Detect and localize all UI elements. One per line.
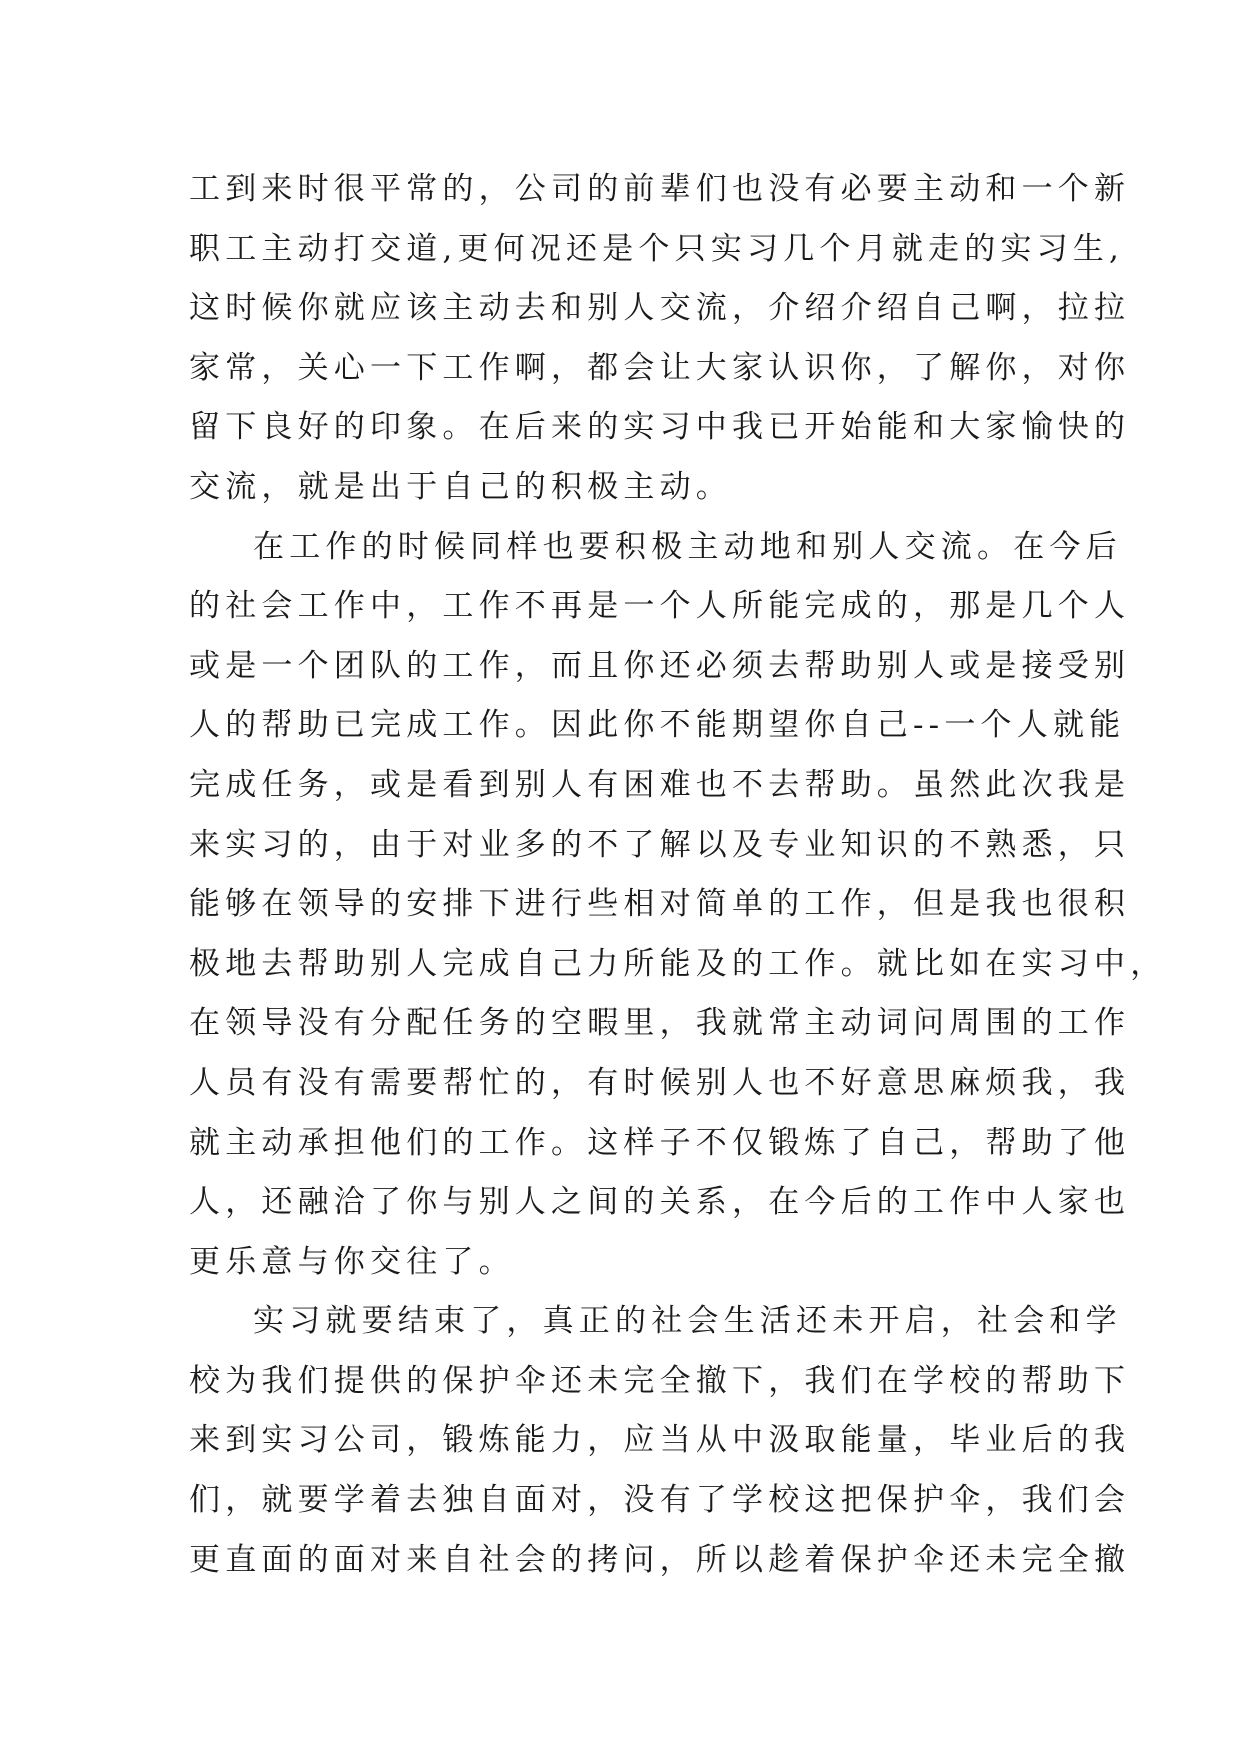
body-text [189,160,1167,1590]
text-line: 更直面的面对来自社会的拷问，所以趁着保护伞还未完全撤 [189,1541,1131,1578]
paragraph-first-line: 在工作的时候同样也要积极主动地和别人交流。在今后 [253,528,1122,565]
text-line: 更乐意与你交往了。 [189,1243,515,1280]
text-line: 能够在领导的安排下进行些相对简单的工作，但是我也很积 [189,886,1131,923]
text-line: 在领导没有分配任务的空暇里，我就常主动词问周围的工作 [189,1005,1131,1042]
text-line: 人，还融洽了你与别人之间的关系，在今后的工作中人家也 [189,1184,1131,1221]
text-line: 就主动承担他们的工作。这样子不仅锻炼了自己，帮助了他 [189,1124,1131,1161]
text-line: 留下良好的印象。在后来的实习中我已开始能和大家愉快的 [189,409,1131,446]
text-line: 这时候你就应该主动去和别人交流，介绍介绍自己啊，拉拉 [189,290,1131,327]
text-line: 家常，关心一下工作啊，都会让大家认识你，了解你，对你 [189,349,1131,386]
text-line: 或是一个团队的工作，而且你还必须去帮助别人或是接受别 [189,647,1131,684]
text-line: 校为我们提供的保护伞还未完全撤下，我们在学校的帮助下 [189,1362,1131,1399]
text-line: 人的帮助已完成工作。因此你不能期望你自己--一个人就能 [189,707,1126,744]
text-line: 职工主动打交道,更何况还是个只实习几个月就走的实习生, [189,230,1125,267]
text-line: 工到来时很平常的，公司的前辈们也没有必要主动和一个新 [189,171,1131,207]
text-line: 极地去帮助别人完成自己力所能及的工作。就比如在实习中， [189,945,1167,982]
text-line: 来到实习公司，锻炼能力，应当从中汲取能量，毕业后的我 [189,1422,1131,1459]
text-line: 交流，就是出于自己的积极主动。 [189,468,732,505]
text-line: 完成任务，或是看到别人有困难也不去帮助。虽然此次我是 [189,766,1131,803]
text-line: 人员有没有需要帮忙的，有时候别人也不好意思麻烦我，我 [189,1064,1131,1101]
text-line: 们，就要学着去独自面对，没有了学校这把保护伞，我们会 [189,1482,1131,1519]
paragraph-first-line: 实习就要结束了，真正的社会生活还未开启，社会和学 [253,1303,1122,1340]
text-line: 来实习的，由于对业多的不了解以及专业知识的不熟悉，只 [189,826,1131,863]
text-line: 的社会工作中，工作不再是一个人所能完成的，那是几个人 [189,588,1131,625]
